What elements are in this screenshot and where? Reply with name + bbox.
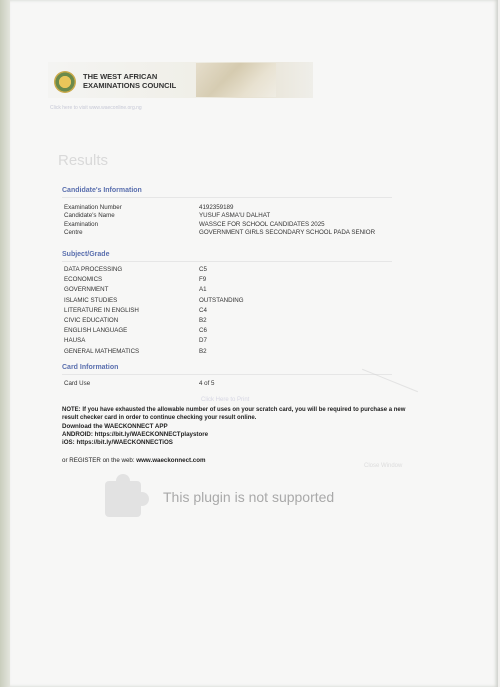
card-use-label: Card Use (64, 380, 91, 387)
card-use-value: 4 of 5 (199, 380, 215, 387)
org-name-line2: EXAMINATIONS COUNCIL (83, 81, 177, 90)
subject-row-label: CIVIC EDUCATION (64, 317, 119, 324)
divider (62, 261, 392, 262)
candidate-row-label: Examination (64, 220, 99, 228)
app-download-block (62, 423, 208, 447)
register-line (62, 457, 206, 464)
subject-row-label: ECONOMICS (64, 276, 103, 284)
subject-row-value: A1 (199, 286, 207, 294)
ios-link[interactable]: iOS: https://bit.ly/WAECKONNECTiOS (62, 439, 173, 446)
register-prefix: or REGISTER on the web: (62, 457, 137, 464)
puzzle-plugin-icon (105, 481, 141, 517)
divider (62, 374, 392, 375)
candidate-row-label: Candidate's Name (64, 212, 115, 220)
subject-row-label: DATA PROCESSING (64, 266, 123, 273)
candidate-row-label: Centre (64, 228, 83, 236)
card-info-heading: Card Information (62, 364, 119, 371)
subject-row-value: B2 (199, 347, 207, 355)
candidate-row-label: Examination Number (64, 204, 122, 211)
close-window-link[interactable]: Close Window (364, 463, 403, 469)
subject-row-value: B2 (199, 317, 207, 324)
candidate-row-value: WASSCE FOR SCHOOL CANDIDATES 2025 (199, 220, 325, 228)
candidate-info-heading: Candidate's Information (62, 187, 142, 194)
org-name (83, 72, 193, 90)
subject-row-value: C5 (199, 266, 207, 273)
subject-row-label: GOVERNMENT (64, 286, 109, 294)
print-link[interactable]: Click Here to Print (201, 397, 250, 403)
app-title: Download the WAECKONNECT APP (62, 423, 168, 430)
header-photo (196, 63, 276, 97)
subject-row-label: LITERATURE IN ENGLISH (64, 306, 139, 314)
subject-row-value: C6 (199, 327, 207, 335)
subject-row-label: ENGLISH LANGUAGE (64, 327, 128, 335)
header-link[interactable]: Click here to visit www.waeconline.org.ng (50, 105, 142, 111)
plugin-message: This plugin is not supported (163, 489, 335, 505)
page-title: Results (58, 152, 109, 169)
candidate-row-value: YUSUF ASMA'U DALHAT (199, 212, 271, 220)
subject-row-value: C4 (199, 306, 207, 314)
org-name-line1: THE WEST AFRICAN (83, 72, 158, 81)
subject-row-value: OUTSTANDING (199, 296, 244, 304)
android-link[interactable]: ANDROID: https://bit.ly/WAECKONNECTplaystore (62, 431, 209, 438)
waec-logo (54, 71, 76, 93)
subject-row-label: ISLAMIC STUDIES (64, 296, 118, 304)
candidate-row-value: GOVERNMENT GIRLS SECONDARY SCHOOL PADA SENIOR (199, 228, 376, 236)
candidate-row-value: 4192359189 (199, 204, 234, 211)
subject-grade-heading: Subject/Grade (62, 251, 110, 258)
subject-row-value: D7 (199, 337, 207, 345)
subject-row-value: F9 (199, 276, 207, 284)
subject-row-label: GENERAL MATHEMATICS (64, 347, 140, 355)
divider (62, 197, 392, 198)
scratch-card-note: NOTE: If you have exhausted the allowable number of uses on your scratch card, you will be required to purchase a new result checker card in order to continue checking your result online. (62, 407, 406, 421)
subject-row-label: HAUSA (64, 337, 86, 345)
register-url[interactable]: www.waeckonnect.com (136, 457, 206, 464)
